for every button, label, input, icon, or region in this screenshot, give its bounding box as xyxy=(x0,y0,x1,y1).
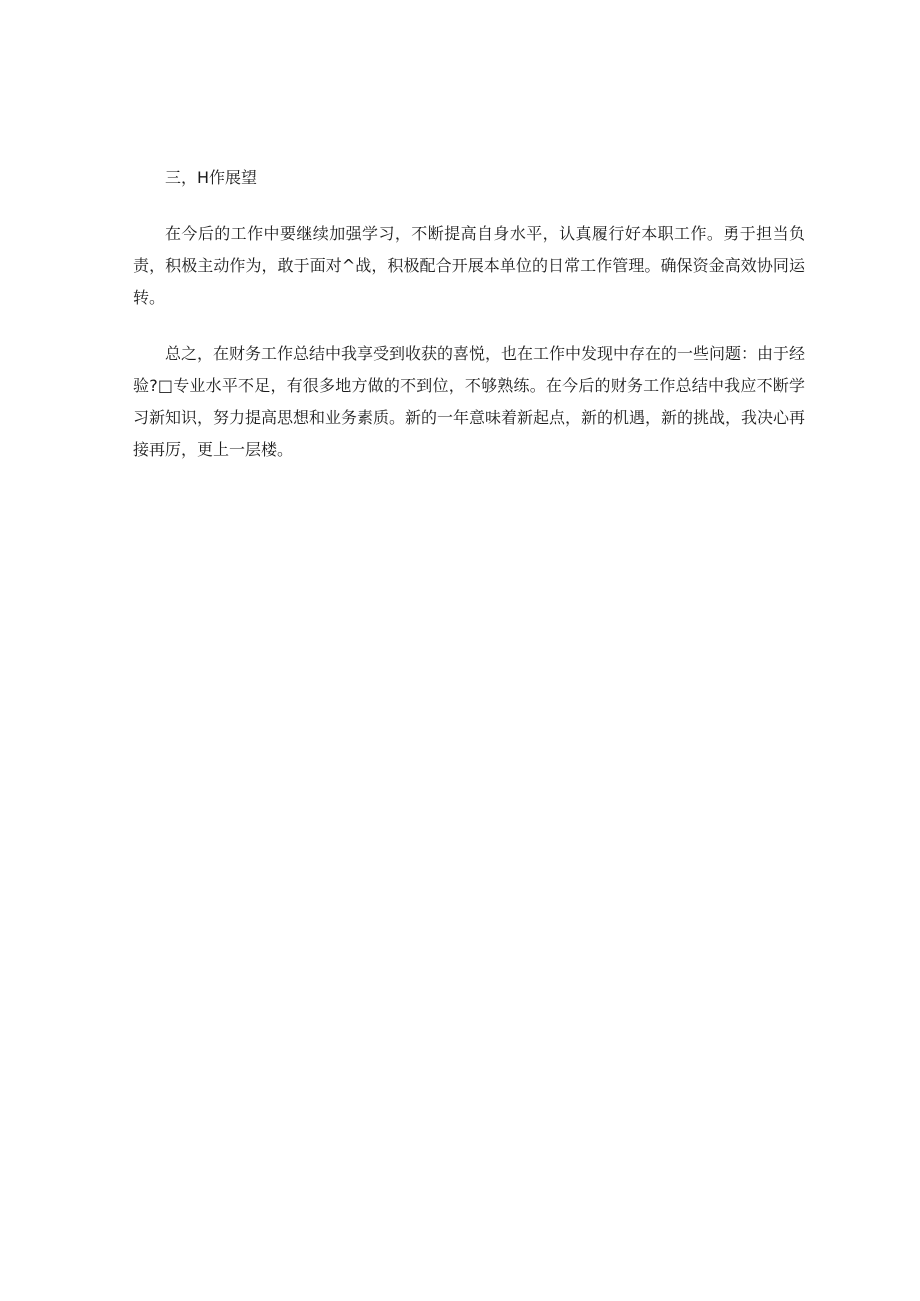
section-heading: 三，H作展望 xyxy=(165,168,258,187)
document-page xyxy=(133,163,805,490)
paragraph-summary: 总之，在财务工作总结中我享受到收获的喜悦，也在工作中发现中存在的一些问题：由于经验?□专业水平不足，有很多地方做的不到位，不够熟练。在今后的财务工作总结中我应不断学习新知识，努力提高思想和业务素质。新的一年意味着新起点，新的机遇，新的挑战，我决心再接再厉，更上一层楼。 xyxy=(133,344,806,459)
paragraph-outlook: 在今后的工作中要继续加强学习，不断提高自身水平，认真履行好本职工作。勇于担当负责，积极主动作为，敢于面对^战，积极配合开展本单位的日常工作管理。确保资金高效协同运转。 xyxy=(133,224,805,307)
